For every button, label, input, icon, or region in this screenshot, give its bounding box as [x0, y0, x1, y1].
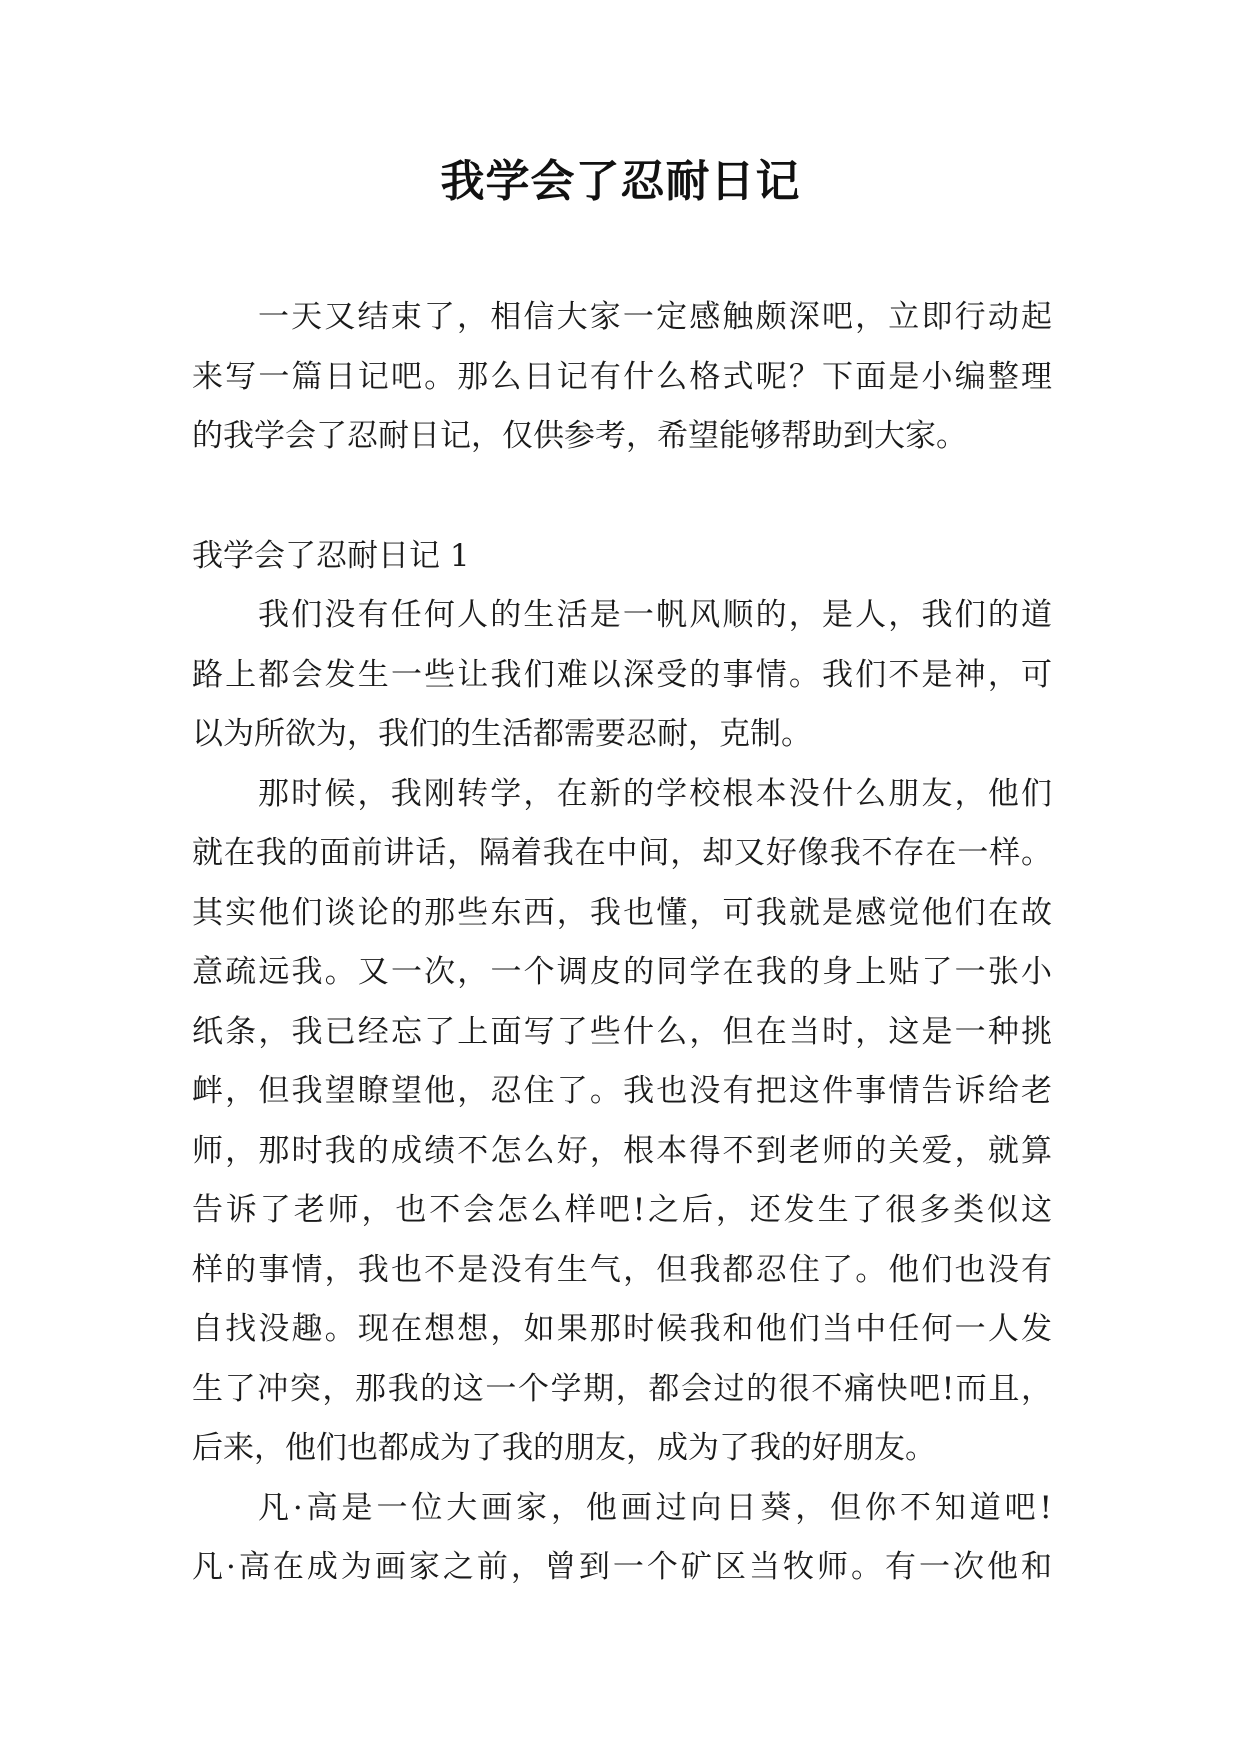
text-line: 纸条，我已经忘了上面写了些什么，但在当时，这是一种挑 [192, 1013, 1052, 1050]
body-paragraph-2 [192, 765, 1052, 1479]
text-line: 凡·高是一位大画家，他画过向日葵，但你不知道吧! [258, 1489, 1052, 1526]
text-line: 的我学会了忍耐日记，仅供参考，希望能够帮助到大家。 [192, 418, 967, 454]
text-line: 意疏远我。又一次，一个调皮的同学在我的身上贴了一张小 [192, 954, 1052, 990]
text-line: 生了冲突，那我的这一个学期，都会过的很不痛快吧!而且， [192, 1370, 1052, 1407]
text-line: 样的事情，我也不是没有生气，但我都忍住了。他们也没有 [192, 1251, 1052, 1288]
text-line: 那时候，我刚转学，在新的学校根本没什么朋友，他们 [258, 775, 1052, 812]
document-title: 我学会了忍耐日记 [440, 156, 801, 207]
text-line: 来写一篇日记吧。那么日记有什么格式呢？下面是小编整理 [192, 358, 1052, 395]
text-line: 一天又结束了，相信大家一定感触颇深吧，立即行动起 [258, 299, 1052, 335]
text-line: 告诉了老师，也不会怎么样吧!之后，还发生了很多类似这 [192, 1192, 1052, 1228]
section-heading: 我学会了忍耐日记 1 [192, 537, 470, 574]
text-line: 凡·高在成为画家之前，曾到一个矿区当牧师。有一次他和 [192, 1549, 1052, 1585]
text-line: 衅，但我望瞭望他，忍住了。我也没有把这件事情告诉给老 [192, 1073, 1052, 1109]
text-line: 后来，他们也都成为了我的朋友，成为了我的好朋友。 [192, 1430, 936, 1466]
text-line: 师，那时我的成绩不怎么好，根本得不到老师的关爱，就算 [192, 1132, 1052, 1169]
text-line: 以为所欲为，我们的生活都需要忍耐，克制。 [192, 716, 812, 752]
intro-paragraph [192, 288, 1052, 467]
text-line: 路上都会发生一些让我们难以深受的事情。我们不是神，可 [192, 656, 1052, 693]
body-paragraph-3 [192, 1479, 1052, 1598]
body-paragraph-1 [192, 586, 1052, 765]
text-line: 我们没有任何人的生活是一帆风顺的，是人，我们的道 [258, 597, 1052, 633]
text-line: 其实他们谈论的那些东西，我也懂，可我就是感觉他们在故 [192, 894, 1052, 931]
document-body [192, 288, 1052, 1598]
text-line: 自找没趣。现在想想，如果那时候我和他们当中任何一人发 [192, 1311, 1052, 1347]
text-line: 就在我的面前讲话，隔着我在中间，却又好像我不存在一样。 [192, 835, 1052, 871]
paragraph-gap [192, 467, 1052, 527]
